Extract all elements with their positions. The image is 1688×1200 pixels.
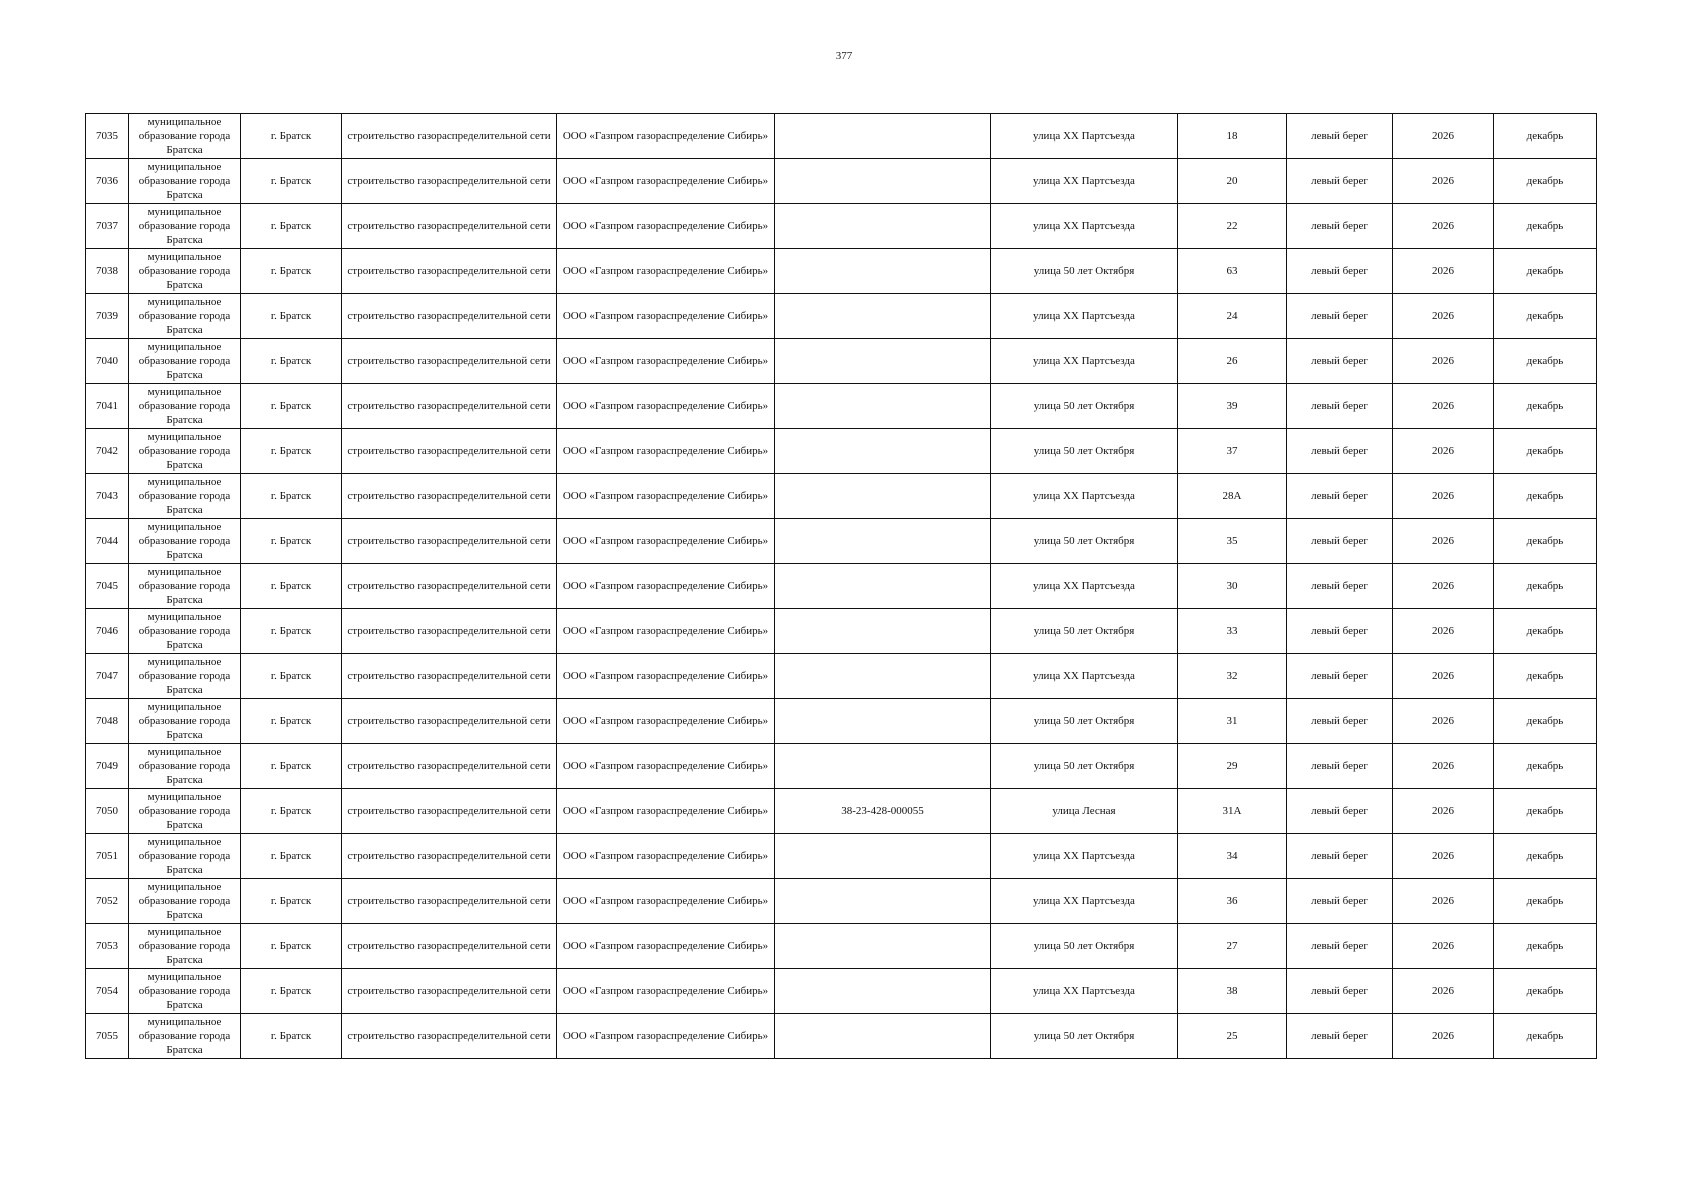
house-number-cell: 31	[1178, 699, 1287, 744]
city-cell: г. Братск	[241, 159, 342, 204]
row-number: 7054	[86, 969, 129, 1014]
river-bank-cell: левый берег	[1287, 609, 1393, 654]
year-cell: 2026	[1393, 789, 1494, 834]
year-cell: 2026	[1393, 384, 1494, 429]
row-number: 7053	[86, 924, 129, 969]
work-type-cell: строительство газораспределительной сети	[342, 654, 557, 699]
river-bank-cell: левый берег	[1287, 204, 1393, 249]
organization-cell: ООО «Газпром газораспределение Сибирь»	[557, 159, 775, 204]
organization-cell: ООО «Газпром газораспределение Сибирь»	[557, 969, 775, 1014]
year-cell: 2026	[1393, 429, 1494, 474]
year-cell: 2026	[1393, 699, 1494, 744]
row-number: 7035	[86, 114, 129, 159]
municipality-cell: муниципальное образование города Братска	[129, 474, 241, 519]
river-bank-cell: левый берег	[1287, 699, 1393, 744]
municipality-cell: муниципальное образование города Братска	[129, 249, 241, 294]
table-row	[86, 474, 1597, 519]
organization-cell: ООО «Газпром газораспределение Сибирь»	[557, 519, 775, 564]
municipality-cell: муниципальное образование города Братска	[129, 654, 241, 699]
city-cell: г. Братск	[241, 834, 342, 879]
organization-cell: ООО «Газпром газораспределение Сибирь»	[557, 744, 775, 789]
row-number: 7055	[86, 1014, 129, 1059]
house-number-cell: 27	[1178, 924, 1287, 969]
river-bank-cell: левый берег	[1287, 789, 1393, 834]
house-number-cell: 26	[1178, 339, 1287, 384]
cadastral-number-cell	[775, 294, 991, 339]
row-number: 7046	[86, 609, 129, 654]
cadastral-number-cell	[775, 249, 991, 294]
table-row	[86, 924, 1597, 969]
work-type-cell: строительство газораспределительной сети	[342, 339, 557, 384]
river-bank-cell: левый берег	[1287, 249, 1393, 294]
month-cell: декабрь	[1494, 564, 1597, 609]
street-cell: улица XX Партсъезда	[991, 474, 1178, 519]
organization-cell: ООО «Газпром газораспределение Сибирь»	[557, 429, 775, 474]
year-cell: 2026	[1393, 159, 1494, 204]
table-row	[86, 1014, 1597, 1059]
municipality-cell: муниципальное образование города Братска	[129, 429, 241, 474]
organization-cell: ООО «Газпром газораспределение Сибирь»	[557, 879, 775, 924]
cadastral-number-cell: 38-23-428-000055	[775, 789, 991, 834]
street-cell: улица XX Партсъезда	[991, 969, 1178, 1014]
house-number-cell: 31А	[1178, 789, 1287, 834]
house-number-cell: 29	[1178, 744, 1287, 789]
municipality-cell: муниципальное образование города Братска	[129, 114, 241, 159]
row-number: 7048	[86, 699, 129, 744]
cadastral-number-cell	[775, 1014, 991, 1059]
street-cell: улица XX Партсъезда	[991, 114, 1178, 159]
cadastral-number-cell	[775, 429, 991, 474]
house-number-cell: 37	[1178, 429, 1287, 474]
page-number: 377	[835, 50, 853, 62]
month-cell: декабрь	[1494, 249, 1597, 294]
street-cell: улица 50 лет Октября	[991, 699, 1178, 744]
cadastral-number-cell	[775, 519, 991, 564]
work-type-cell: строительство газораспределительной сети	[342, 159, 557, 204]
house-number-cell: 35	[1178, 519, 1287, 564]
cadastral-number-cell	[775, 114, 991, 159]
municipality-cell: муниципальное образование города Братска	[129, 294, 241, 339]
river-bank-cell: левый берег	[1287, 339, 1393, 384]
work-type-cell: строительство газораспределительной сети	[342, 924, 557, 969]
year-cell: 2026	[1393, 744, 1494, 789]
work-type-cell: строительство газораспределительной сети	[342, 879, 557, 924]
work-type-cell: строительство газораспределительной сети	[342, 1014, 557, 1059]
river-bank-cell: левый берег	[1287, 744, 1393, 789]
municipality-cell: муниципальное образование города Братска	[129, 879, 241, 924]
month-cell: декабрь	[1494, 879, 1597, 924]
month-cell: декабрь	[1494, 924, 1597, 969]
cadastral-number-cell	[775, 474, 991, 519]
table-row	[86, 879, 1597, 924]
municipality-cell: муниципальное образование города Братска	[129, 744, 241, 789]
river-bank-cell: левый берег	[1287, 519, 1393, 564]
cadastral-number-cell	[775, 834, 991, 879]
organization-cell: ООО «Газпром газораспределение Сибирь»	[557, 114, 775, 159]
organization-cell: ООО «Газпром газораспределение Сибирь»	[557, 564, 775, 609]
municipality-cell: муниципальное образование города Братска	[129, 339, 241, 384]
street-cell: улица 50 лет Октября	[991, 1014, 1178, 1059]
city-cell: г. Братск	[241, 114, 342, 159]
city-cell: г. Братск	[241, 969, 342, 1014]
city-cell: г. Братск	[241, 924, 342, 969]
house-number-cell: 22	[1178, 204, 1287, 249]
street-cell: улица 50 лет Октября	[991, 519, 1178, 564]
house-number-cell: 63	[1178, 249, 1287, 294]
work-type-cell: строительство газораспределительной сети	[342, 204, 557, 249]
table-body	[86, 114, 1597, 1059]
city-cell: г. Братск	[241, 789, 342, 834]
municipality-cell: муниципальное образование города Братска	[129, 924, 241, 969]
city-cell: г. Братск	[241, 879, 342, 924]
row-number: 7042	[86, 429, 129, 474]
municipality-cell: муниципальное образование города Братска	[129, 519, 241, 564]
river-bank-cell: левый берег	[1287, 114, 1393, 159]
river-bank-cell: левый берег	[1287, 384, 1393, 429]
house-number-cell: 24	[1178, 294, 1287, 339]
cadastral-number-cell	[775, 654, 991, 699]
table-row	[86, 654, 1597, 699]
row-number: 7038	[86, 249, 129, 294]
city-cell: г. Братск	[241, 384, 342, 429]
table-row	[86, 114, 1597, 159]
river-bank-cell: левый берег	[1287, 294, 1393, 339]
street-cell: улица 50 лет Октября	[991, 384, 1178, 429]
work-type-cell: строительство газораспределительной сети	[342, 429, 557, 474]
house-number-cell: 39	[1178, 384, 1287, 429]
street-cell: улица XX Партсъезда	[991, 204, 1178, 249]
month-cell: декабрь	[1494, 384, 1597, 429]
cadastral-number-cell	[775, 744, 991, 789]
row-number: 7039	[86, 294, 129, 339]
month-cell: декабрь	[1494, 429, 1597, 474]
year-cell: 2026	[1393, 609, 1494, 654]
street-cell: улица XX Партсъезда	[991, 654, 1178, 699]
river-bank-cell: левый берег	[1287, 834, 1393, 879]
river-bank-cell: левый берег	[1287, 474, 1393, 519]
house-number-cell: 32	[1178, 654, 1287, 699]
organization-cell: ООО «Газпром газораспределение Сибирь»	[557, 294, 775, 339]
organization-cell: ООО «Газпром газораспределение Сибирь»	[557, 834, 775, 879]
month-cell: декабрь	[1494, 114, 1597, 159]
street-cell: улица 50 лет Октября	[991, 609, 1178, 654]
street-cell: улица 50 лет Октября	[991, 249, 1178, 294]
river-bank-cell: левый берег	[1287, 429, 1393, 474]
table-row	[86, 744, 1597, 789]
row-number: 7041	[86, 384, 129, 429]
work-type-cell: строительство газораспределительной сети	[342, 249, 557, 294]
house-number-cell: 28А	[1178, 474, 1287, 519]
year-cell: 2026	[1393, 204, 1494, 249]
street-cell: улица XX Партсъезда	[991, 294, 1178, 339]
organization-cell: ООО «Газпром газораспределение Сибирь»	[557, 924, 775, 969]
row-number: 7040	[86, 339, 129, 384]
cadastral-number-cell	[775, 204, 991, 249]
municipality-cell: муниципальное образование города Братска	[129, 384, 241, 429]
organization-cell: ООО «Газпром газораспределение Сибирь»	[557, 1014, 775, 1059]
city-cell: г. Братск	[241, 654, 342, 699]
year-cell: 2026	[1393, 564, 1494, 609]
row-number: 7044	[86, 519, 129, 564]
city-cell: г. Братск	[241, 564, 342, 609]
row-number: 7037	[86, 204, 129, 249]
cadastral-number-cell	[775, 969, 991, 1014]
city-cell: г. Братск	[241, 699, 342, 744]
work-type-cell: строительство газораспределительной сети	[342, 294, 557, 339]
city-cell: г. Братск	[241, 249, 342, 294]
municipality-cell: муниципальное образование города Братска	[129, 699, 241, 744]
row-number: 7049	[86, 744, 129, 789]
row-number: 7036	[86, 159, 129, 204]
month-cell: декабрь	[1494, 699, 1597, 744]
cadastral-number-cell	[775, 339, 991, 384]
month-cell: декабрь	[1494, 339, 1597, 384]
year-cell: 2026	[1393, 1014, 1494, 1059]
table-row	[86, 609, 1597, 654]
municipality-cell: муниципальное образование города Братска	[129, 159, 241, 204]
cadastral-number-cell	[775, 924, 991, 969]
street-cell: улица 50 лет Октября	[991, 924, 1178, 969]
organization-cell: ООО «Газпром газораспределение Сибирь»	[557, 789, 775, 834]
house-number-cell: 25	[1178, 1014, 1287, 1059]
year-cell: 2026	[1393, 339, 1494, 384]
work-type-cell: строительство газораспределительной сети	[342, 474, 557, 519]
work-type-cell: строительство газораспределительной сети	[342, 519, 557, 564]
city-cell: г. Братск	[241, 609, 342, 654]
city-cell: г. Братск	[241, 339, 342, 384]
cadastral-number-cell	[775, 159, 991, 204]
cadastral-number-cell	[775, 564, 991, 609]
table-row	[86, 339, 1597, 384]
municipality-cell: муниципальное образование города Братска	[129, 834, 241, 879]
month-cell: декабрь	[1494, 834, 1597, 879]
street-cell: улица XX Партсъезда	[991, 159, 1178, 204]
organization-cell: ООО «Газпром газораспределение Сибирь»	[557, 249, 775, 294]
house-number-cell: 36	[1178, 879, 1287, 924]
municipality-cell: муниципальное образование города Братска	[129, 564, 241, 609]
month-cell: декабрь	[1494, 654, 1597, 699]
city-cell: г. Братск	[241, 519, 342, 564]
city-cell: г. Братск	[241, 744, 342, 789]
row-number: 7045	[86, 564, 129, 609]
cadastral-number-cell	[775, 384, 991, 429]
city-cell: г. Братск	[241, 1014, 342, 1059]
year-cell: 2026	[1393, 924, 1494, 969]
register-table	[85, 113, 1597, 1059]
municipality-cell: муниципальное образование города Братска	[129, 204, 241, 249]
organization-cell: ООО «Газпром газораспределение Сибирь»	[557, 654, 775, 699]
table-row	[86, 294, 1597, 339]
month-cell: декабрь	[1494, 969, 1597, 1014]
cadastral-number-cell	[775, 879, 991, 924]
work-type-cell: строительство газораспределительной сети	[342, 834, 557, 879]
cadastral-number-cell	[775, 699, 991, 744]
street-cell: улица Лесная	[991, 789, 1178, 834]
work-type-cell: строительство газораспределительной сети	[342, 699, 557, 744]
municipality-cell: муниципальное образование города Братска	[129, 969, 241, 1014]
house-number-cell: 30	[1178, 564, 1287, 609]
house-number-cell: 38	[1178, 969, 1287, 1014]
organization-cell: ООО «Газпром газораспределение Сибирь»	[557, 204, 775, 249]
month-cell: декабрь	[1494, 609, 1597, 654]
month-cell: декабрь	[1494, 474, 1597, 519]
organization-cell: ООО «Газпром газораспределение Сибирь»	[557, 474, 775, 519]
organization-cell: ООО «Газпром газораспределение Сибирь»	[557, 339, 775, 384]
organization-cell: ООО «Газпром газораспределение Сибирь»	[557, 609, 775, 654]
year-cell: 2026	[1393, 834, 1494, 879]
month-cell: декабрь	[1494, 1014, 1597, 1059]
river-bank-cell: левый берег	[1287, 924, 1393, 969]
table-row	[86, 159, 1597, 204]
month-cell: декабрь	[1494, 744, 1597, 789]
month-cell: декабрь	[1494, 789, 1597, 834]
cadastral-number-cell	[775, 609, 991, 654]
work-type-cell: строительство газораспределительной сети	[342, 114, 557, 159]
row-number: 7052	[86, 879, 129, 924]
street-cell: улица 50 лет Октября	[991, 429, 1178, 474]
street-cell: улица XX Партсъезда	[991, 834, 1178, 879]
work-type-cell: строительство газораспределительной сети	[342, 789, 557, 834]
row-number: 7043	[86, 474, 129, 519]
month-cell: декабрь	[1494, 519, 1597, 564]
row-number: 7050	[86, 789, 129, 834]
table-row	[86, 519, 1597, 564]
city-cell: г. Братск	[241, 474, 342, 519]
house-number-cell: 33	[1178, 609, 1287, 654]
river-bank-cell: левый берег	[1287, 564, 1393, 609]
month-cell: декабрь	[1494, 159, 1597, 204]
work-type-cell: строительство газораспределительной сети	[342, 384, 557, 429]
year-cell: 2026	[1393, 474, 1494, 519]
street-cell: улица XX Партсъезда	[991, 879, 1178, 924]
organization-cell: ООО «Газпром газораспределение Сибирь»	[557, 384, 775, 429]
river-bank-cell: левый берег	[1287, 159, 1393, 204]
river-bank-cell: левый берег	[1287, 879, 1393, 924]
row-number: 7047	[86, 654, 129, 699]
work-type-cell: строительство газораспределительной сети	[342, 744, 557, 789]
table-row	[86, 249, 1597, 294]
street-cell: улица 50 лет Октября	[991, 744, 1178, 789]
year-cell: 2026	[1393, 654, 1494, 699]
year-cell: 2026	[1393, 879, 1494, 924]
table-row	[86, 969, 1597, 1014]
year-cell: 2026	[1393, 294, 1494, 339]
table-row	[86, 699, 1597, 744]
river-bank-cell: левый берег	[1287, 654, 1393, 699]
municipality-cell: муниципальное образование города Братска	[129, 1014, 241, 1059]
row-number: 7051	[86, 834, 129, 879]
river-bank-cell: левый берег	[1287, 1014, 1393, 1059]
work-type-cell: строительство газораспределительной сети	[342, 969, 557, 1014]
house-number-cell: 34	[1178, 834, 1287, 879]
table-row	[86, 429, 1597, 474]
street-cell: улица XX Партсъезда	[991, 339, 1178, 384]
house-number-cell: 18	[1178, 114, 1287, 159]
month-cell: декабрь	[1494, 294, 1597, 339]
municipality-cell: муниципальное образование города Братска	[129, 789, 241, 834]
table-row	[86, 204, 1597, 249]
house-number-cell: 20	[1178, 159, 1287, 204]
city-cell: г. Братск	[241, 204, 342, 249]
month-cell: декабрь	[1494, 204, 1597, 249]
year-cell: 2026	[1393, 114, 1494, 159]
year-cell: 2026	[1393, 969, 1494, 1014]
city-cell: г. Братск	[241, 294, 342, 339]
table-row	[86, 384, 1597, 429]
year-cell: 2026	[1393, 519, 1494, 564]
municipality-cell: муниципальное образование города Братска	[129, 609, 241, 654]
work-type-cell: строительство газораспределительной сети	[342, 609, 557, 654]
organization-cell: ООО «Газпром газораспределение Сибирь»	[557, 699, 775, 744]
table-row	[86, 789, 1597, 834]
river-bank-cell: левый берег	[1287, 969, 1393, 1014]
table-row	[86, 834, 1597, 879]
year-cell: 2026	[1393, 249, 1494, 294]
table-row	[86, 564, 1597, 609]
street-cell: улица XX Партсъезда	[991, 564, 1178, 609]
city-cell: г. Братск	[241, 429, 342, 474]
work-type-cell: строительство газораспределительной сети	[342, 564, 557, 609]
